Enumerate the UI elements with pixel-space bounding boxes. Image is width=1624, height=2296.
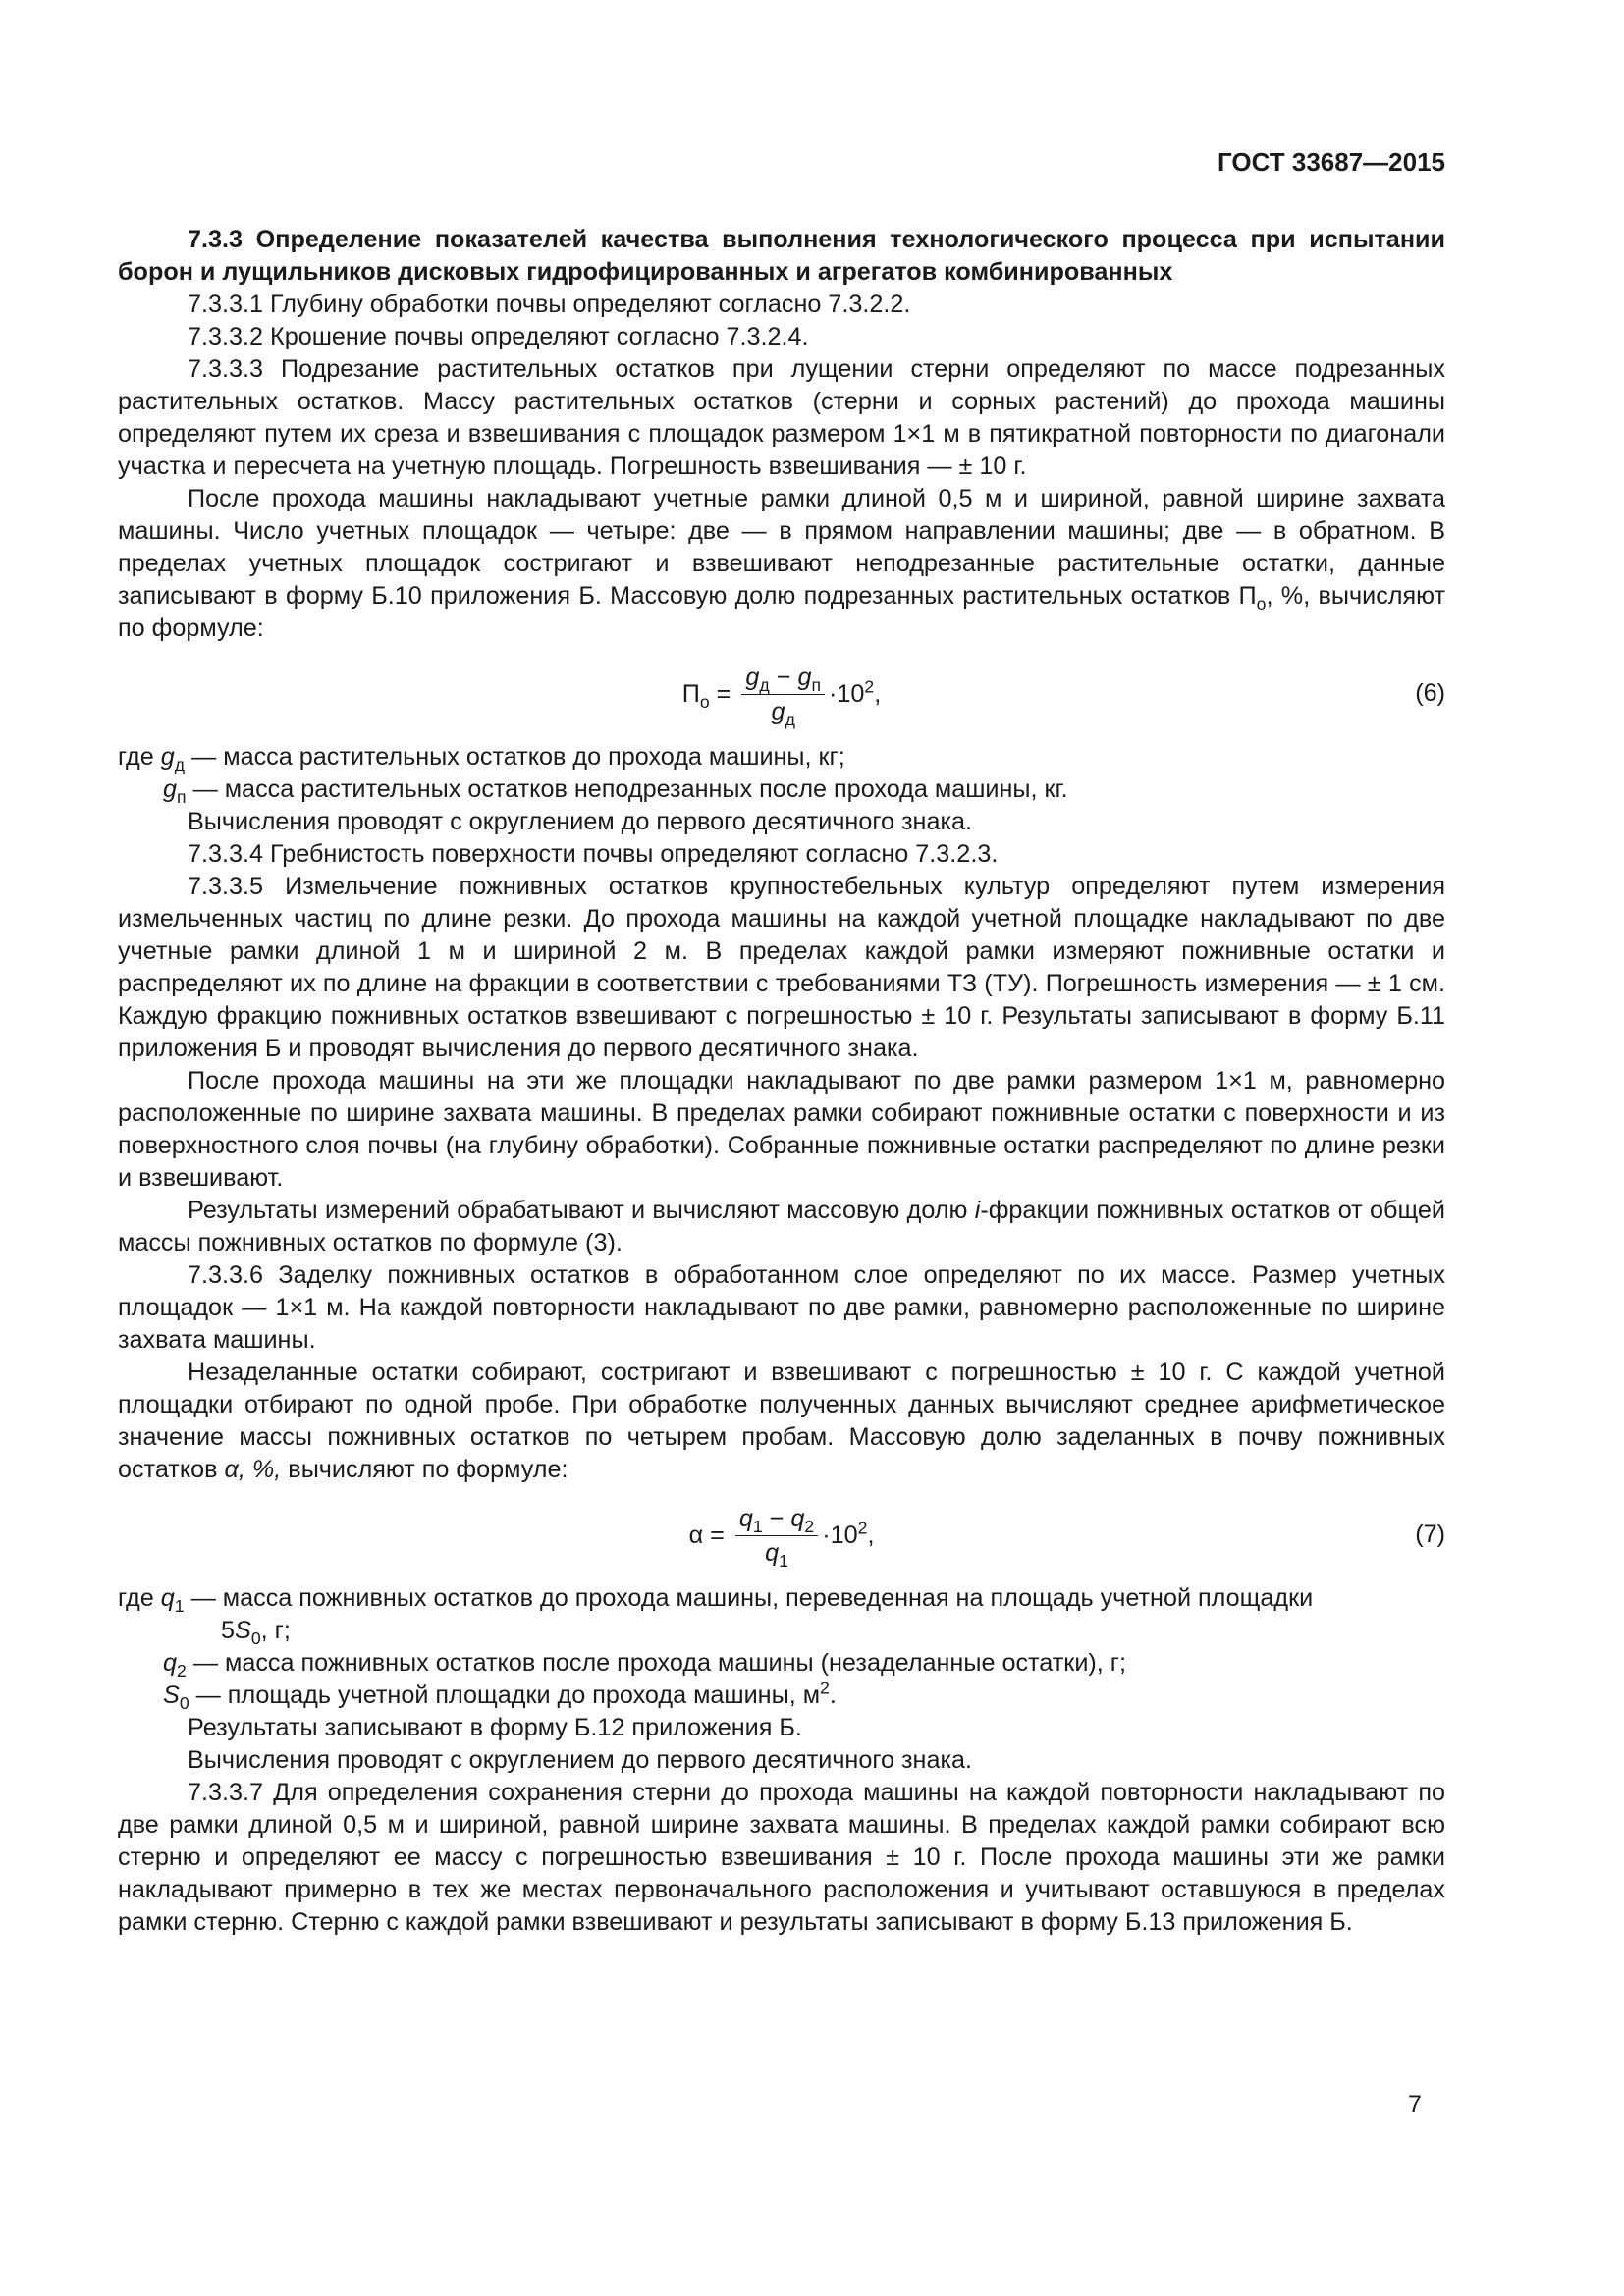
formula-6 (118, 651, 1445, 737)
text-run: — масса растительных остатков до прохода машины, кг; (185, 743, 845, 771)
text-run: — масса пожнивных остатков до прохода машины, переведенная на площадь учетной площадки (184, 1584, 1314, 1612)
superscript: 2 (857, 1518, 868, 1538)
equals-sign: = (703, 1521, 731, 1549)
multiplier (829, 678, 881, 711)
subscript: д (174, 755, 186, 775)
var-p: П (681, 679, 700, 708)
section-heading: 7.3.3 Определение показателей качества выполнения технологического процесса при испытании борон и лущильников дисковых гидрофицированных и агрегатов комбинированных (118, 226, 1445, 286)
superscript: 2 (864, 676, 875, 697)
mult-ten: ·10 (829, 679, 865, 708)
subscript: п (811, 674, 821, 695)
text-run: — площадь учетной площадки до прохода машины, м (189, 1682, 821, 1709)
text-run: где (118, 1584, 161, 1612)
document-body (118, 224, 1445, 1939)
where-line (118, 774, 1445, 806)
subscript: д (785, 709, 795, 729)
paragraph: 7.3.3.1 Глубину обработки почвы определяют согласно 7.3.2.2. (188, 291, 911, 318)
subscript: 1 (779, 1550, 788, 1571)
multiplier (822, 1520, 874, 1552)
subscript: 1 (752, 1516, 763, 1536)
text-run: Результаты измерений обрабатывают и вычисляют массовую долю (188, 1197, 975, 1224)
text-run: , %, вычисляют по формуле: (118, 582, 1445, 642)
text-run: -фракции пожнивных остатков от общей массы пожнивных остатков по формуле (3). (118, 1197, 1445, 1256)
paragraph: После прохода машины на эти же площадки накладывают по две рамки размером 1×1 м, равномерно расположенные по ширине захвата машины. В пределах рамки собирают пожнивные остатки с поверхности и из поверхностного слоя почвы (на глубину обработки). Собранные пожнивные остатки распределяют по длине резки и взвешивают. (118, 1067, 1445, 1192)
denominator (771, 695, 795, 729)
paragraph: 7.3.3.4 Гребнистость поверхности почвы определяют согласно 7.3.2.3. (188, 840, 999, 868)
text-run: где (118, 743, 161, 771)
text-run: 5 (221, 1617, 236, 1644)
subscript: 2 (177, 1661, 187, 1682)
formula-expression (118, 1492, 1445, 1578)
paragraph: 7.3.3.2 Крошение почвы определяют согласно 7.3.2.4. (188, 323, 809, 350)
where-line-continuation (118, 1615, 1445, 1647)
minus-sign: − (769, 663, 798, 691)
where-line (118, 1582, 1445, 1615)
comma: , (867, 1521, 875, 1549)
var-i: i (974, 1197, 981, 1224)
page-number: 7 (1408, 2091, 1422, 2118)
var-q: q (790, 1504, 805, 1532)
paragraph: 7.3.3.7 Для определения сохранения стерни до прохода машины на каждой повторности накладывают по две рамки длиной 0,5 м и шириной, равной ширине захвата машины. В пределах каждой рамки собирают всю стерню и определяют ее массу с погрешностью взвешивания ± 10 г. После прохода машины эти же рамки накладывают примерно в тех же местах первоначального расположения и учитывают оставшуюся в пределах рамки стерню. Стерню с каждой рамки взвешивают и результаты записывают в форму Б.13 приложения Б. (118, 1779, 1445, 1936)
paragraph (118, 1195, 1445, 1259)
subscript: о (699, 691, 710, 712)
fraction (735, 1504, 818, 1571)
var-g: g (797, 663, 812, 691)
var-s: S (235, 1617, 251, 1644)
var-alpha: α, %, (224, 1456, 282, 1483)
comma: , (874, 679, 882, 708)
text-run: , г; (260, 1617, 291, 1644)
text-run: — масса растительных остатков неподрезанных после прохода машины, кг. (186, 775, 1068, 803)
denominator (765, 1536, 788, 1571)
where-line (118, 741, 1445, 774)
numerator (741, 663, 825, 695)
var-q: q (738, 1504, 753, 1532)
paragraph: Вычисления проводят с округлением до первого десятичного знака. (188, 1746, 973, 1774)
subscript: п (177, 787, 187, 808)
subscript: о (1256, 594, 1267, 614)
var-s: S (163, 1682, 180, 1709)
paragraph (118, 1357, 1445, 1486)
equals-sign: = (709, 679, 738, 708)
var-q: q (160, 1584, 175, 1612)
formula-number: (7) (1415, 1521, 1445, 1548)
formula-expression (118, 651, 1445, 737)
paragraph: Результаты записывают в форму Б.12 приложения Б. (188, 1714, 802, 1741)
var-q: q (163, 1649, 178, 1677)
var-g: g (160, 743, 175, 771)
numerator (735, 1504, 818, 1536)
var-g: g (771, 697, 785, 725)
var-g: g (745, 663, 760, 691)
fraction (741, 663, 825, 729)
var-g: g (163, 775, 178, 803)
paragraph: 7.3.3.5 Измельчение пожнивных остатков крупностебельных культур определяют путем измерения измельченных частиц по длине резки. До прохода машины на каждой учетной площадке накладывают по две учетные рамки длиной 1 м и шириной 2 м. В пределах каждой рамки измеряют пожнивные остатки и распределяют их по длине на фракции в соответствии с требованиями ТЗ (ТУ). Погрешность измерения — ± 1 см. Каждую фракцию пожнивных остатков взвешивают с погрешностью ± 10 г. Результаты записывают в форму Б.11 приложения Б и проводят вычисления до первого десятичного знака. (118, 873, 1445, 1062)
subscript: д (759, 674, 770, 695)
var-q: q (765, 1538, 780, 1567)
var-alpha: α (688, 1521, 704, 1549)
paragraph: 7.3.3.3 Подрезание растительных остатков при лущении стерни определяют по массе подрезанных растительных остатков. Массу растительных остатков (стерни и сорных растений) до прохода машины определяют путем их среза и взвешивания с площадок размером 1×1 м в пятикратной повторности по диагонали участка и пересчета на учетную площадь. Погрешность взвешивания — ± 10 г. (118, 355, 1445, 480)
text-run: — масса пожнивных остатков после прохода машины (незаделанные остатки), г; (186, 1649, 1126, 1677)
text-run: . (829, 1682, 837, 1709)
text-run: После прохода машины накладывают учетные рамки длиной 0,5 м и шириной, равной ширине захвата машины. Число учетных площадок — четыре: две — в прямом направлении машины; две — в обратном. В пределах учетных площадок состригают и взвешивают неподрезанные растительные остатки, данные записывают в форму Б.10 приложения Б. Массовую долю подрезанных растительных остатков П (118, 485, 1445, 610)
formula-number: (6) (1415, 679, 1445, 707)
subscript: 2 (804, 1516, 815, 1536)
where-line (118, 1647, 1445, 1680)
subscript: 1 (174, 1596, 185, 1617)
subscript: 0 (250, 1629, 261, 1649)
document-number: ГОСТ 33687—2015 (1218, 147, 1445, 177)
minus-sign: − (762, 1504, 791, 1532)
paragraph: Вычисления проводят с округлением до первого десятичного знака. (188, 808, 973, 835)
paragraph (118, 483, 1445, 645)
paragraph: 7.3.3.6 Заделку пожнивных остатков в обработанном слое определяют по их массе. Размер учетных площадок — 1×1 м. На каждой повторности накладывают по две рамки, равномерно расположенные по ширине захвата машины. (118, 1261, 1445, 1354)
where-line (118, 1680, 1445, 1712)
superscript: 2 (820, 1678, 830, 1698)
subscript: 0 (179, 1693, 189, 1714)
text-run: Незаделанные остатки собирают, состригают и взвешивают с погрешностью ± 10 г. С каждой учетной площадки отбирают по одной пробе. При обработке полученных данных вычисляют среднее арифметическое значение массы пожнивных остатков по четырем пробам. Массовую долю заделанных в почву пожнивных остатков (118, 1359, 1445, 1483)
formula-lhs (682, 678, 710, 711)
text-run: вычисляют по формуле: (281, 1456, 568, 1483)
formula-7 (118, 1492, 1445, 1578)
mult-ten: ·10 (822, 1521, 858, 1549)
